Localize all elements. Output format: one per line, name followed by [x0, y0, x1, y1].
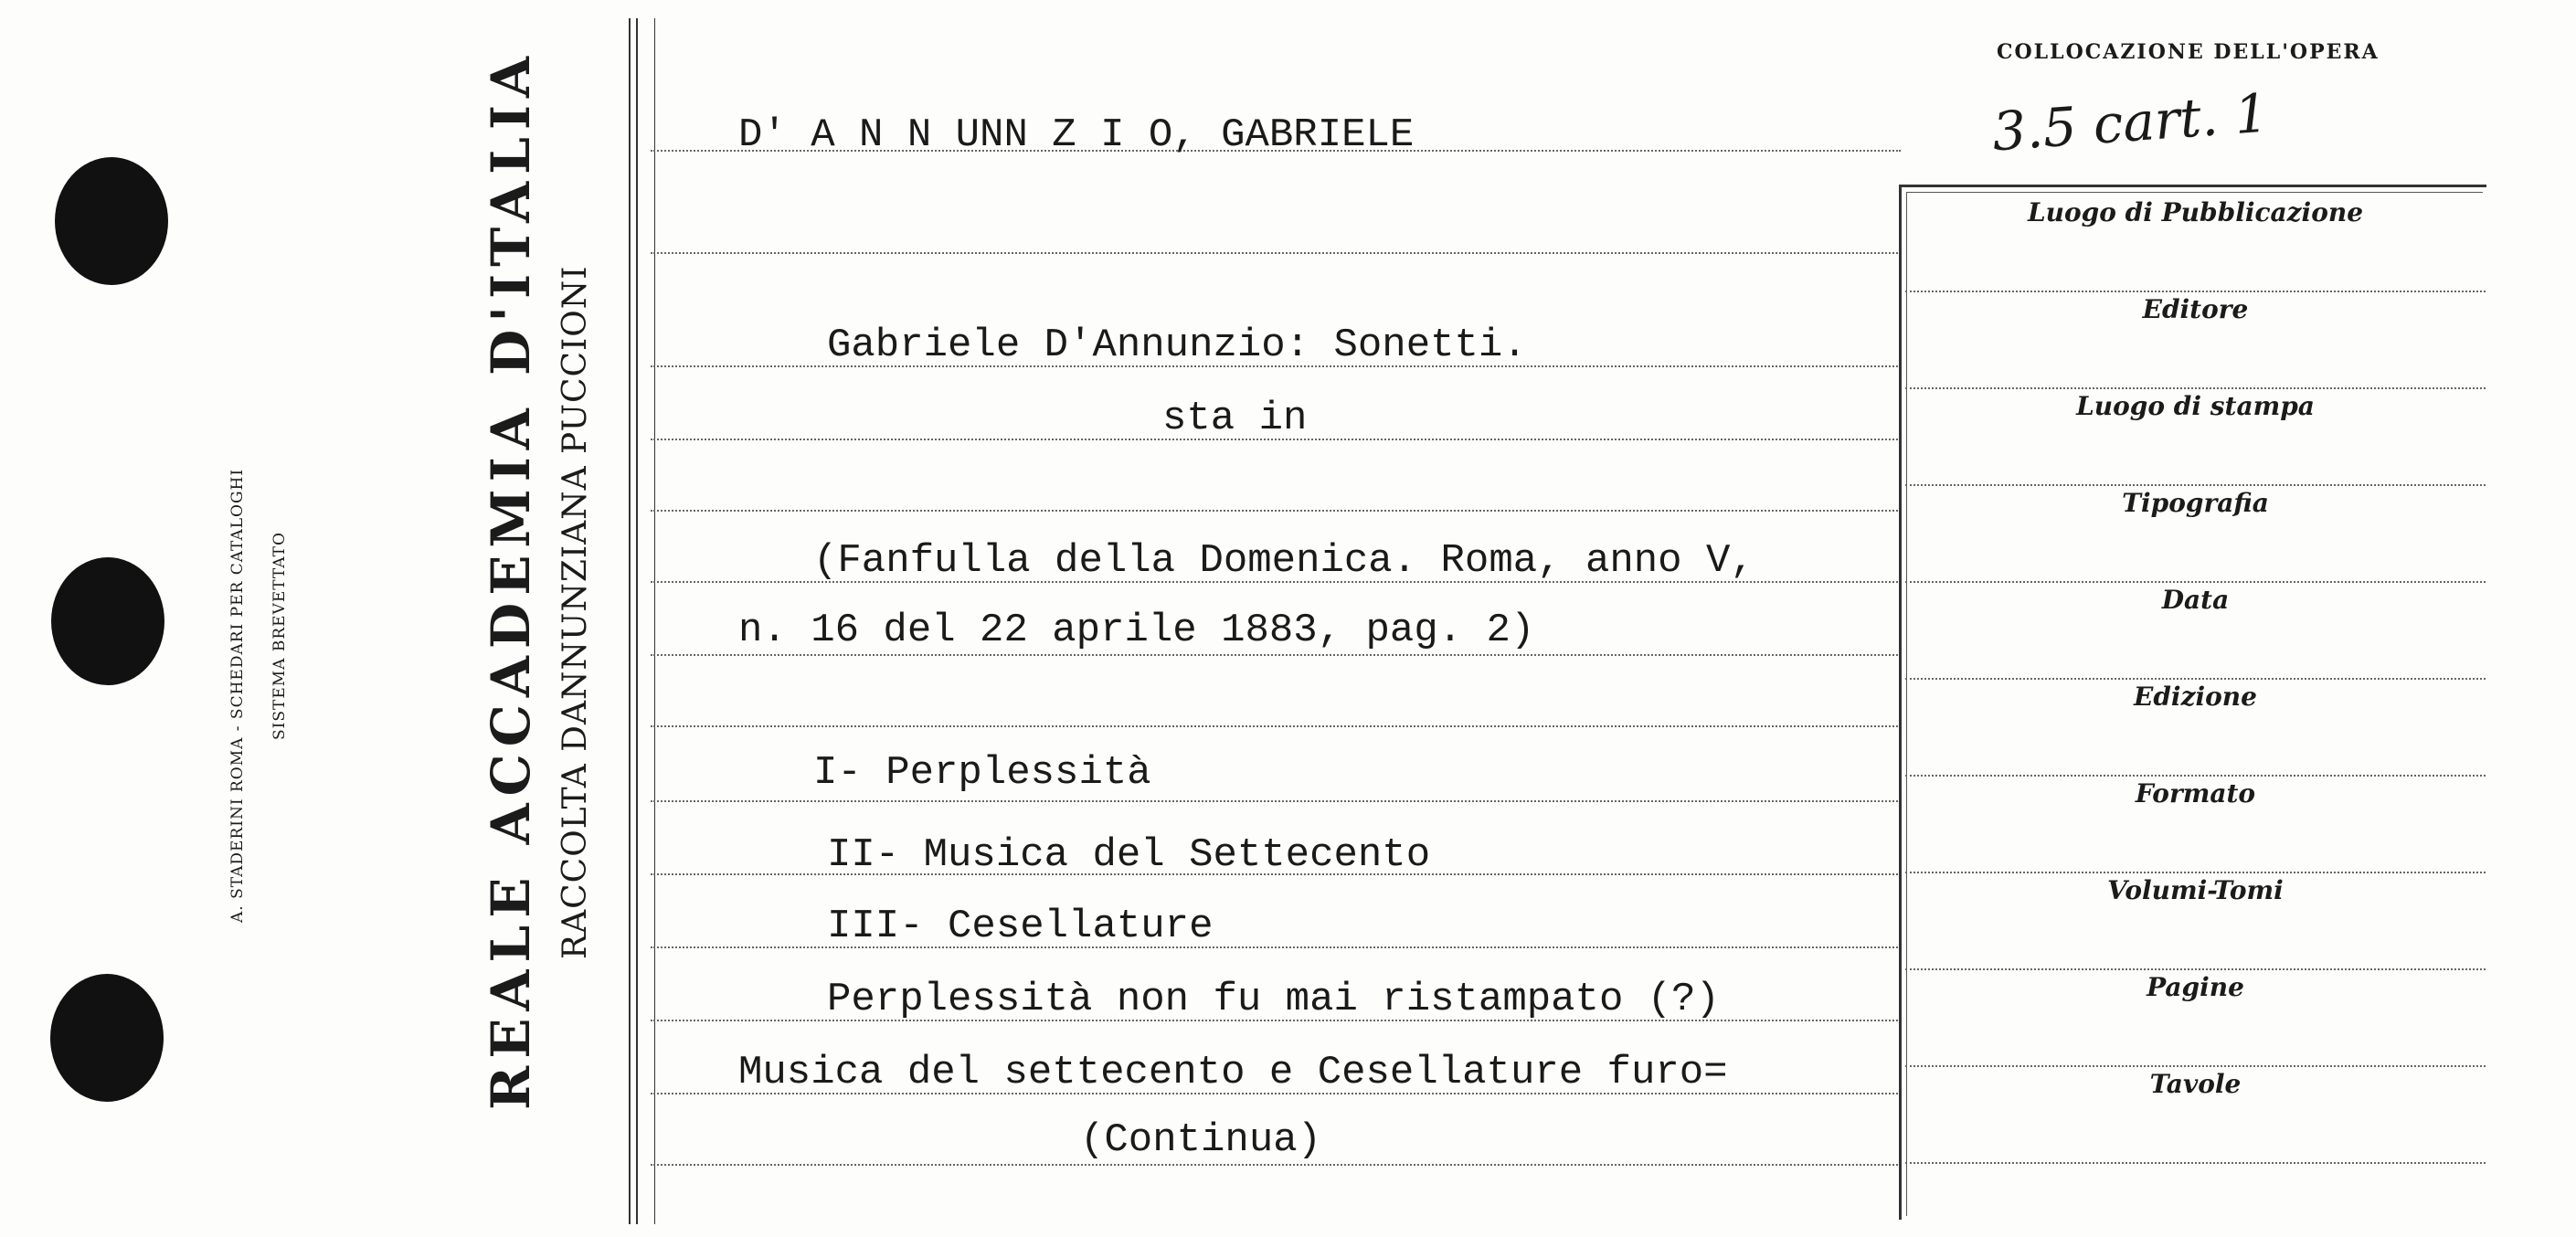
collocation-label: COLLOCAZIONE DELL'OPERA	[1997, 40, 2380, 64]
rule-line	[651, 800, 1901, 802]
entry-line-sonnet-3: III- Cesellature	[827, 904, 1214, 949]
academy-title: REALE ACCADEMIA D'ITALIA	[480, 48, 542, 1110]
shelfmark-handwritten: 3.5 cart. 1	[1989, 81, 2271, 164]
field-rule	[1905, 1065, 2486, 1067]
rule-line	[651, 252, 1901, 254]
field-rule	[1905, 872, 2486, 873]
field-tipografia: Tipografia	[2122, 488, 2269, 518]
field-rule	[1905, 678, 2486, 680]
field-rule	[1905, 387, 2486, 389]
rule-line	[651, 510, 1901, 512]
field-editore: Editore	[2142, 294, 2249, 324]
field-rule	[1905, 484, 2486, 486]
margin-rule-3	[654, 18, 655, 1224]
field-rule	[1905, 291, 2486, 292]
field-rule	[1905, 1162, 2486, 1164]
margin-rule-1	[629, 18, 631, 1224]
entry-line-note-1: Perplessità non fu mai ristampato (?)	[827, 977, 1720, 1022]
entry-line-continua: (Continua)	[1080, 1117, 1322, 1163]
entry-line-note-2: Musica del settecento e Cesellature furo=	[738, 1050, 1728, 1095]
margin-rule-2	[636, 18, 638, 1224]
field-luogo-pubblicazione: Luogo di Pubblicazione	[2027, 197, 2364, 227]
entry-line-sonnet-1: I- Perplessità	[813, 750, 1151, 796]
field-pagine: Pagine	[2147, 972, 2244, 1002]
rule-line	[651, 654, 1901, 656]
punch-hole-middle	[51, 557, 164, 685]
entry-line-source: (Fanfulla della Domenica. Roma, anno V,	[813, 538, 1754, 584]
field-rule	[1905, 581, 2486, 583]
rule-line	[651, 725, 1901, 727]
field-tavole: Tavole	[2149, 1069, 2242, 1099]
field-rule	[1905, 968, 2486, 970]
collection-title: RACCOLTA DANNUNZIANA PUCCIONI	[557, 265, 594, 959]
punch-hole-bottom	[50, 974, 164, 1102]
field-edizione: Edizione	[2134, 682, 2257, 712]
field-data: Data	[2161, 585, 2230, 615]
entry-line-issue: n. 16 del 22 aprile 1883, pag. 2)	[738, 608, 1535, 653]
punch-hole-top	[55, 157, 168, 285]
field-luogo-stampa: Luogo di stampa	[2076, 391, 2315, 421]
rule-line	[651, 1164, 1901, 1166]
author-heading: D' A N N UNN Z I O, GABRIELE	[738, 112, 1415, 158]
field-formato: Formato	[2135, 778, 2256, 809]
entry-line-title: Gabriele D'Annunzio: Sonetti.	[827, 322, 1527, 368]
entry-line-sonnet-2: II- Musica del Settecento	[827, 832, 1431, 878]
field-volumi-tomi: Volumi-Tomi	[2107, 875, 2284, 905]
printer-imprint-patent: SISTEMA BREVETTATO	[270, 532, 289, 740]
printer-imprint: A. STADERINI ROMA - SCHEDARI PER CATALOGHI	[228, 468, 247, 923]
field-rule	[1905, 775, 2486, 777]
entry-line-sta-in: sta in	[1162, 396, 1308, 441]
